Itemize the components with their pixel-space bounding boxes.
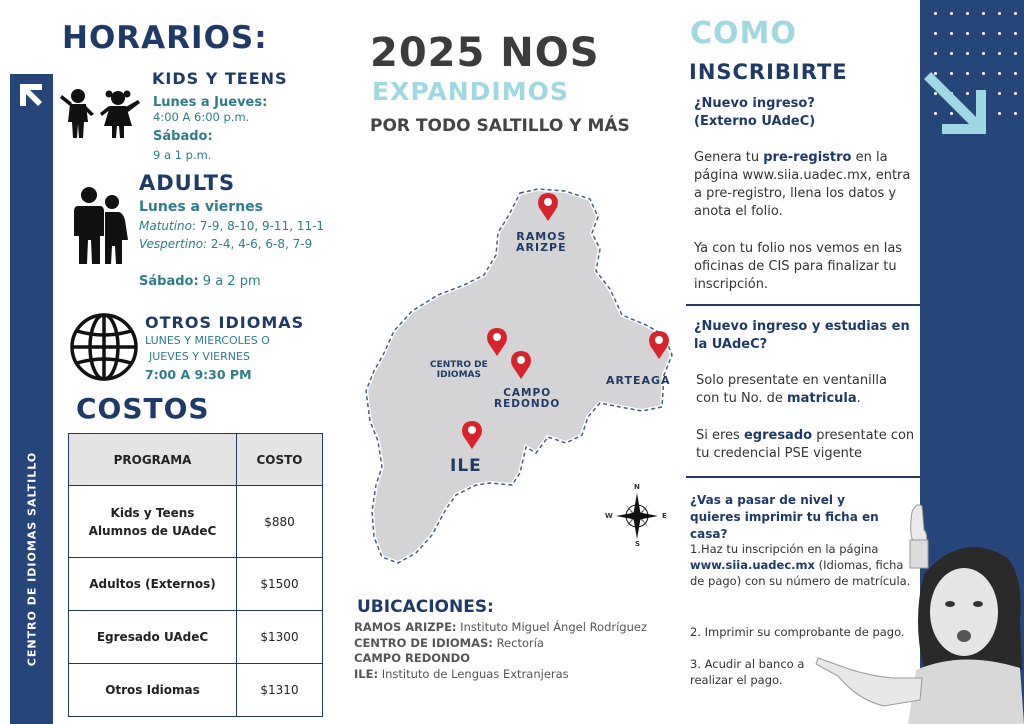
otros-time: 7:00 A 9:30 PM [145, 367, 252, 382]
s1-p1-b: pre-registro [763, 150, 852, 165]
dot [966, 12, 969, 15]
dot [1014, 52, 1017, 55]
label-ramos [516, 231, 567, 253]
label-campo-1: CAMPO [503, 387, 552, 399]
ubic-label: RAMOS ARIZPE: [354, 620, 457, 634]
program-cell: Otros Idiomas [69, 664, 237, 717]
arrow-up-right-icon [16, 80, 46, 110]
ubic-value: Instituto de Lenguas Extranjeras [378, 666, 569, 681]
table-header-row [69, 434, 323, 486]
adults-sat-time: 9 a 2 pm [198, 274, 261, 289]
otros-line1: LUNES Y MIERCOLES O [145, 334, 270, 347]
otros-line2: JUEVES Y VIERNES [149, 350, 250, 363]
center-title-3: POR TODO SALTILLO Y MÁS [370, 116, 630, 136]
arrow-down-right-icon [924, 72, 986, 134]
woman-pointing-icon [812, 500, 1024, 724]
dot [982, 12, 985, 15]
ubicaciones-title: UBICACIONES: [357, 597, 494, 617]
dot [998, 52, 1001, 55]
kids-icon [58, 86, 142, 140]
cost-cell: $880 [237, 486, 323, 558]
compass-w: W [605, 512, 613, 520]
program-cell [69, 486, 237, 558]
adults-title: ADULTS [139, 171, 236, 195]
s2-p2-b: egresado [743, 428, 813, 443]
list-item [354, 667, 647, 683]
adults-matutino [139, 219, 324, 233]
dot [982, 52, 985, 55]
dot [934, 32, 937, 35]
cost-cell: $1500 [237, 558, 323, 611]
s2-p1-a: Solo presentate en ventanilla con tu No. de [696, 373, 887, 406]
dot [1014, 112, 1017, 115]
dot [1014, 92, 1017, 95]
s3-step-3: 3. Acudir al banco a realizar el pago. [690, 657, 805, 687]
s2-heading: ¿Nuevo ingreso y estudias en la UAdeC? [694, 319, 910, 352]
adults-vespertino [139, 237, 312, 251]
kids-time1: 4:00 A 6:00 p.m. [153, 110, 250, 124]
kids-title: KIDS Y TEENS [152, 69, 288, 88]
dot [950, 52, 953, 55]
ubic-label: CENTRO DE IDIOMAS: [354, 635, 493, 650]
dot [998, 72, 1001, 75]
dot [982, 32, 985, 35]
dot [934, 12, 937, 15]
program-cell: Adultos (Externos) [69, 558, 237, 611]
table-row [69, 486, 323, 558]
costs-table [68, 433, 323, 717]
adults-saturday [139, 274, 261, 289]
program-line2: Alumnos de UAdeC [88, 523, 217, 538]
horarios-title: HORARIOS: [62, 20, 268, 56]
ubic-label: ILE: [354, 666, 379, 681]
dot [966, 52, 969, 55]
dot [934, 52, 937, 55]
dot [998, 12, 1001, 15]
compass-e: E [662, 512, 667, 520]
side-label: CENTRO DE IDIOMAS SALTILLO [25, 451, 39, 667]
dot [998, 32, 1001, 35]
vespertino-label: Vespertino: [139, 237, 208, 251]
dot [998, 112, 1001, 115]
side-label-wrapper [17, 424, 47, 694]
program-line1: Kids y Teens [110, 505, 195, 520]
center-title-1: 2025 NOS [370, 30, 600, 76]
s2-p2-c: presentate con tu credencial PSE vigente [696, 428, 915, 461]
otros-title: OTROS IDIOMAS [145, 313, 305, 332]
label-campo [494, 388, 560, 410]
s2-p2-a: Si eres [696, 428, 744, 443]
dot [950, 12, 953, 15]
matutino-times: : 7-9, 8-10, 9-11, 11-1 [192, 219, 325, 233]
dot [998, 92, 1001, 95]
divider [686, 304, 920, 306]
ubicaciones-list [354, 620, 647, 682]
label-ramos-2: ARIZPE [516, 241, 567, 254]
header-costo: COSTO [237, 434, 323, 486]
header-programa: PROGRAMA [69, 434, 237, 486]
table-row [69, 558, 323, 611]
label-ramos-1: RAMOS [516, 230, 567, 243]
cost-cell: $1300 [237, 611, 323, 664]
dot [1014, 72, 1017, 75]
center-title-2: EXPANDIMOS [372, 77, 569, 106]
s1-heading [694, 95, 916, 131]
costos-title: COSTOS [76, 392, 210, 425]
label-campo-2: REDONDO [494, 398, 561, 410]
ubic-value: Instituto Miguel Ángel Rodríguez [456, 620, 648, 634]
inscribirte-title-2: INSCRIBIRTE [689, 60, 848, 84]
s1-paragraph-2: Ya con tu folio nos vemos en las oficinas de CIS para finalizar tu inscripción. [694, 241, 903, 292]
label-centro-1: CENTRO DE [430, 360, 488, 370]
s3-i1-b: www.siia.uadec.mx [690, 558, 815, 572]
label-centro-2: IDIOMAS [436, 370, 481, 380]
table-row [69, 664, 323, 717]
s2-p1-c: . [856, 391, 861, 406]
s1-heading-1: ¿Nuevo ingreso? [694, 96, 815, 111]
vespertino-times: 2-4, 4-6, 6-8, 7-9 [207, 237, 313, 251]
table-row [69, 611, 323, 664]
dot [950, 32, 953, 35]
s2-paragraph-2 [696, 427, 916, 463]
dot [1014, 32, 1017, 35]
label-ile: ILE [450, 456, 482, 476]
globe-icon [68, 311, 140, 383]
ubic-label: CAMPO REDONDO [354, 651, 470, 665]
program-cell: Egresado UAdeC [69, 611, 237, 664]
list-item [354, 636, 647, 652]
s3-heading: ¿Vas a pasar de nivel y quieres imprimir tu ficha en casa? [690, 493, 879, 541]
list-item [354, 651, 647, 667]
left-decorative-strip [10, 74, 53, 724]
divider [686, 476, 920, 478]
inscribirte-title-1: COMO [690, 16, 797, 51]
s2-p1-b: matricula [787, 391, 857, 406]
s3-step-2: 2. Imprimir su comprobante de pago. [690, 625, 905, 639]
compass-n: N [634, 483, 640, 491]
list-item [354, 620, 647, 636]
compass [604, 483, 670, 549]
s2-paragraph-1 [696, 372, 896, 408]
label-centro [430, 360, 488, 380]
kids-days1: Lunes a Jueves: [153, 95, 268, 110]
s1-p1-a: Genera tu [694, 150, 764, 165]
s1-p1-c: en la página www.siia.uadec.mx, entra a pre-registro, llena los datos y anota el folio. [694, 150, 911, 219]
dot [1014, 12, 1017, 15]
compass-s: S [635, 540, 641, 548]
kids-time2: 9 a 1 p.m. [153, 148, 212, 162]
kids-days2: Sábado: [153, 129, 213, 144]
s1-paragraph-1 [694, 149, 912, 221]
adults-days1: Lunes a viernes [139, 199, 263, 215]
s3-i1-a: 1.Haz tu inscripción en la página [690, 542, 879, 556]
s3-i1-c: (Idiomas, ficha de pago) con su número de matrícula. [690, 558, 911, 588]
adults-icon [70, 186, 130, 266]
matutino-label: Matutino [139, 219, 193, 233]
dot [966, 32, 969, 35]
adults-sat-label: Sábado: [139, 274, 199, 289]
ubic-value: Rectoría [492, 635, 544, 650]
label-arteaga: ARTEAGA [606, 374, 671, 387]
cost-cell: $1310 [237, 664, 323, 717]
s1-heading-2: (Externo UAdeC) [694, 114, 816, 129]
